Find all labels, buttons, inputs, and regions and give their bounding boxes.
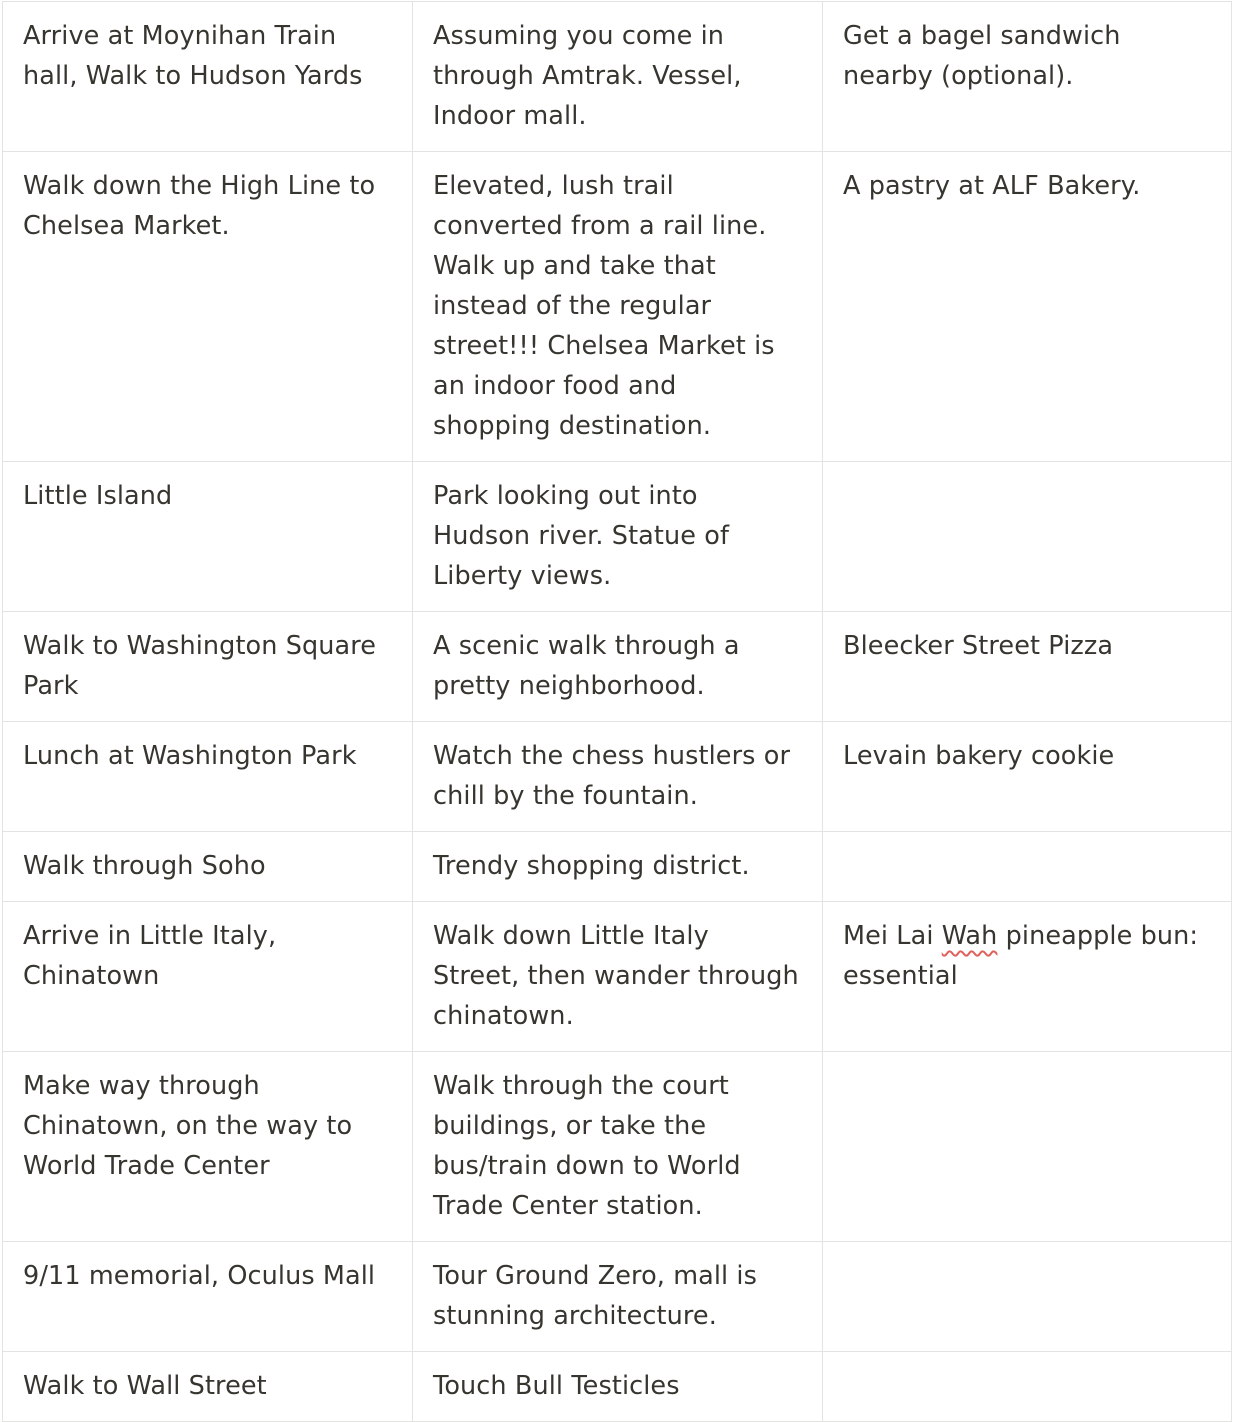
food-cell[interactable]: Bleecker Street Pizza [823,612,1232,722]
spellcheck-flagged-word[interactable]: Wah [941,921,998,951]
table-row [3,902,1232,1052]
stop-cell[interactable]: Make way through Chinatown, on the way to World Trade Center [3,1052,413,1242]
description-cell[interactable]: Tour Ground Zero, mall is stunning architecture. [413,1242,823,1352]
description-cell[interactable]: Elevated, lush trail converted from a rail line. Walk up and take that instead of the regular street!!! Chelsea Market is an indoor food and shopping destination. [413,152,823,462]
stop-cell[interactable]: Walk down the High Line to Chelsea Market. [3,152,413,462]
itinerary-table-body [3,2,1232,1422]
food-text-end: pineapple bun: essential [843,921,1199,991]
table-row [3,462,1232,612]
food-cell[interactable] [823,902,1232,1052]
description-cell[interactable]: Watch the chess hustlers or chill by the fountain. [413,722,823,832]
description-cell[interactable]: Park looking out into Hudson river. Statue of Liberty views. [413,462,823,612]
table-row [3,612,1232,722]
table-row [3,2,1232,152]
stop-cell[interactable]: Arrive at Moynihan Train hall, Walk to Hudson Yards [3,2,413,152]
stop-cell[interactable]: Little Island [3,462,413,612]
stop-cell[interactable]: Walk to Washington Square Park [3,612,413,722]
stop-cell[interactable]: Arrive in Little Italy, Chinatown [3,902,413,1052]
description-cell[interactable]: Assuming you come in through Amtrak. Vessel, Indoor mall. [413,2,823,152]
food-text-start: Mei Lai [843,921,942,951]
table-row [3,1352,1232,1422]
food-cell[interactable]: A pastry at ALF Bakery. [823,152,1232,462]
description-cell[interactable]: Touch Bull Testicles [413,1352,823,1422]
food-cell[interactable] [823,462,1232,612]
table-row [3,1242,1232,1352]
food-cell[interactable]: Get a bagel sandwich nearby (optional). [823,2,1232,152]
stop-cell[interactable]: 9/11 memorial, Oculus Mall [3,1242,413,1352]
food-cell[interactable] [823,832,1232,902]
description-cell[interactable]: A scenic walk through a pretty neighborhood. [413,612,823,722]
table-row [3,832,1232,902]
food-cell[interactable] [823,1352,1232,1422]
description-cell[interactable]: Trendy shopping district. [413,832,823,902]
table-row [3,152,1232,462]
stop-cell[interactable]: Lunch at Washington Park [3,722,413,832]
description-cell[interactable]: Walk through the court buildings, or take the bus/train down to World Trade Center station. [413,1052,823,1242]
description-cell[interactable]: Walk down Little Italy Street, then wander through chinatown. [413,902,823,1052]
table-row [3,722,1232,832]
food-cell[interactable] [823,1052,1232,1242]
itinerary-table [2,1,1232,1422]
stop-cell[interactable]: Walk through Soho [3,832,413,902]
food-cell[interactable] [823,1242,1232,1352]
food-cell[interactable]: Levain bakery cookie [823,722,1232,832]
stop-cell[interactable]: Walk to Wall Street [3,1352,413,1422]
table-row [3,1052,1232,1242]
